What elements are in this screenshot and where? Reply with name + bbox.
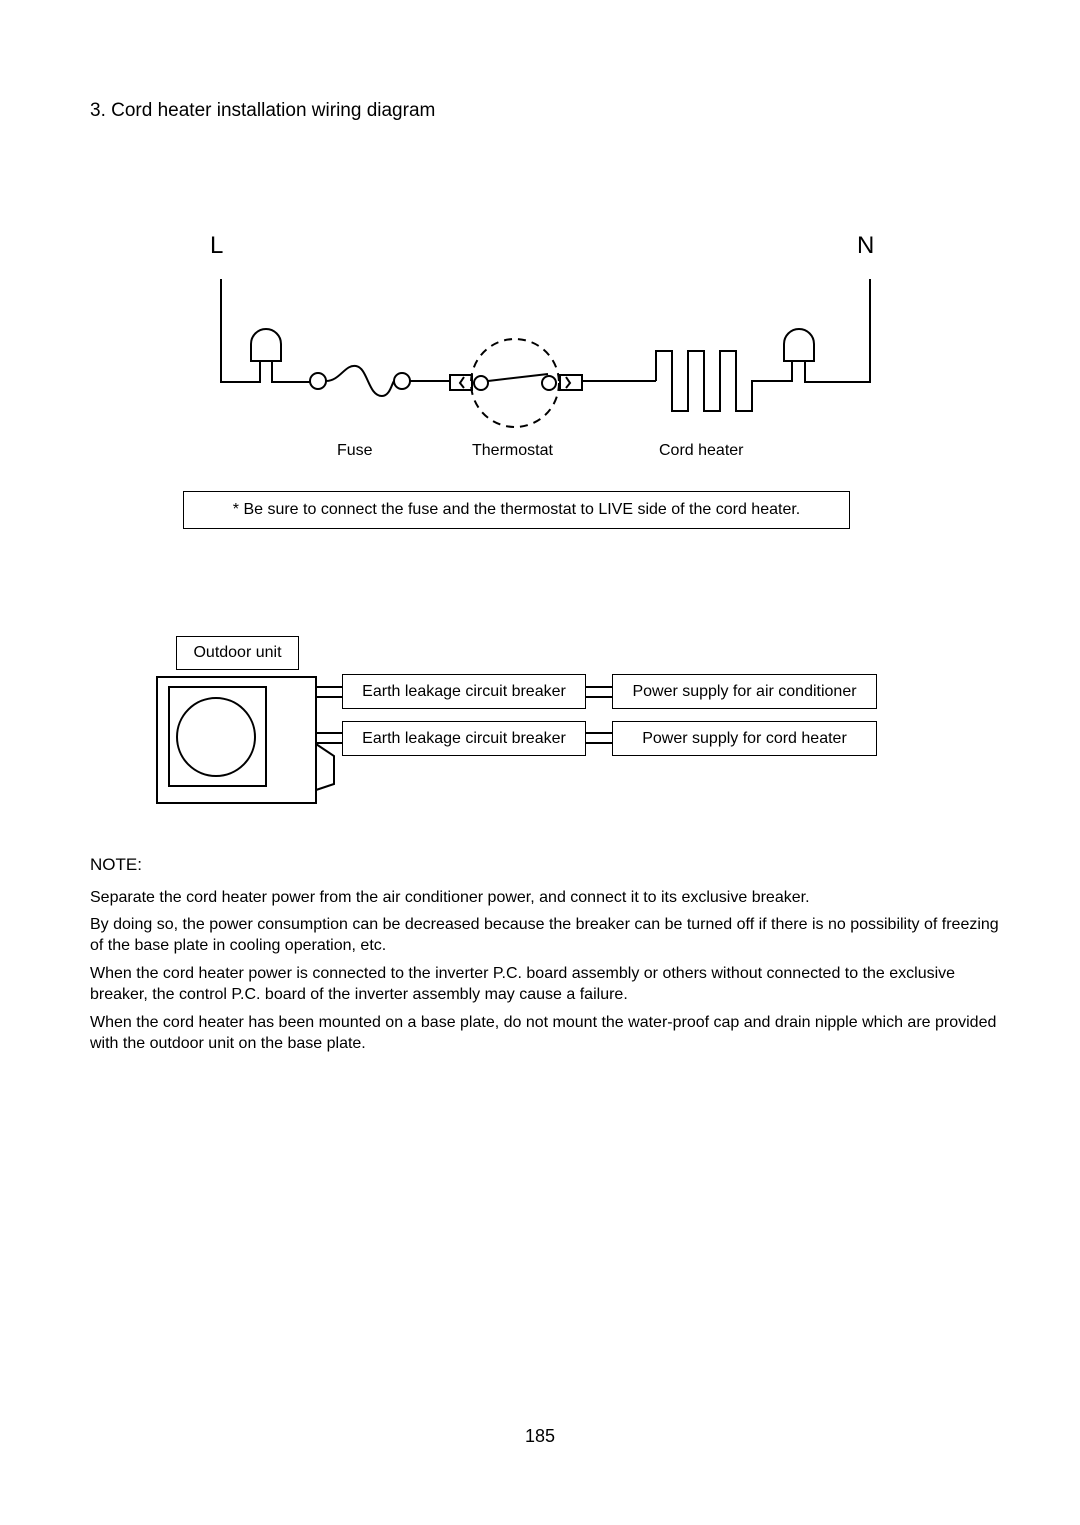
outdoor-unit-label: Outdoor unit [176,636,299,670]
earth-leakage-breaker-heater: Earth leakage circuit breaker [342,721,586,756]
page-number: 185 [524,1426,556,1446]
note-title: NOTE: [90,855,142,874]
earth-leakage-breaker-ac: Earth leakage circuit breaker [342,674,586,709]
thermostat-label: Thermostat [472,442,553,459]
neutral-label: N [857,232,875,259]
note-paragraph-2: By doing so, the power consumption can be decreased because the breaker can be turned off if there is no possibility of freezing of the base plate in cooling operation, etc. [90,916,999,954]
note-paragraph-4: When the cord heater has been mounted on a base plate, do not mount the water-proof cap and drain nipple which are provided with the outdoor unit on the base plate. [90,1014,997,1052]
note-paragraph-1: Separate the cord heater power from the air conditioner power, and connect it to its exclusive breaker. [90,889,810,906]
caution-text: * Be sure to connect the fuse and the thermostat to LIVE side of the cord heater. [232,501,801,518]
outdoor-unit-icon [157,677,334,803]
power-supply-ac: Power supply for air conditioner [612,674,877,709]
fuse-label: Fuse [337,442,373,459]
note-paragraph-3: When the cord heater power is connected to the inverter P.C. board assembly or others without connected to the exclusive breaker, the control P.C. board of the inverter assembly may cause a failure. [90,965,956,1003]
cord-heater-label: Cord heater [659,442,744,459]
section-heading: 3. Cord heater installation wiring diagram [90,100,436,121]
live-label: L [210,232,224,259]
power-supply-heater: Power supply for cord heater [612,721,877,756]
